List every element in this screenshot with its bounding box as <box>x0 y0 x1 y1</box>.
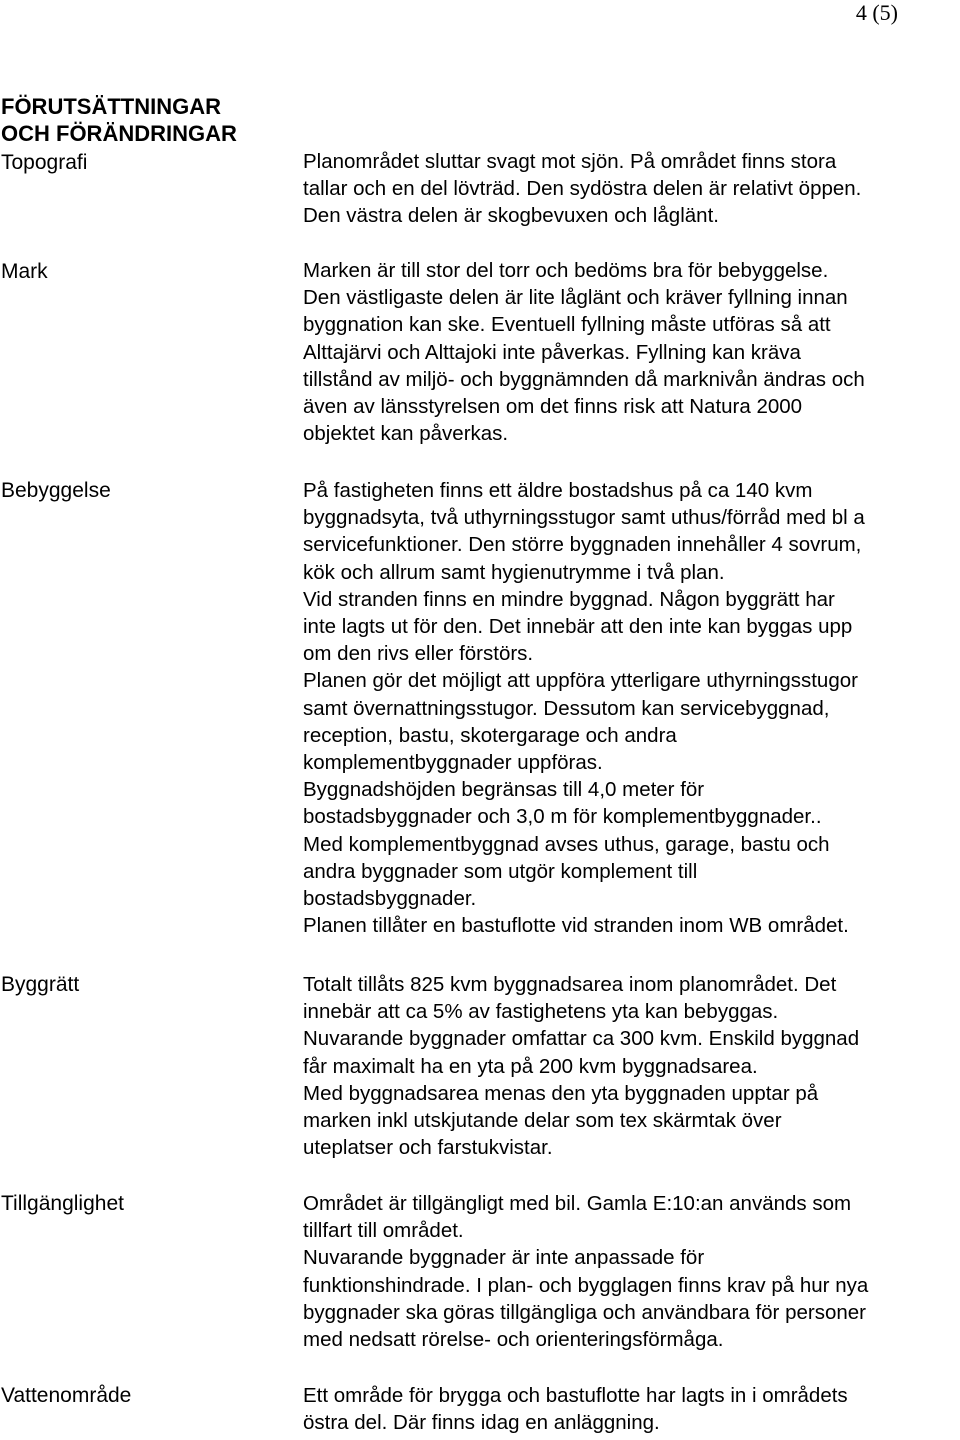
label-tillganglighet: Tillgänglighet <box>1 1192 124 1215</box>
text-line: bostadsbyggnader och 3,0 m för komplementbyggnader.. <box>303 805 822 829</box>
text-line: byggnader ska göras tillgängliga och användbara för personer <box>303 1300 866 1324</box>
text-line: östra del. Där finns idag en anläggning. <box>303 1411 660 1435</box>
heading-line: FÖRUTSÄTTNINGAR <box>1 94 221 119</box>
text-line: kök och allrum samt hygienutrymme i två plan. <box>303 560 725 584</box>
text-line: reception, bastu, skotergarage och andra <box>303 723 677 747</box>
label-byggratt: Byggrätt <box>1 973 80 996</box>
text-line: med nedsatt rörelse- och orienteringsförmåga. <box>303 1328 724 1352</box>
text-line: Ett område för brygga och bastuflotte har lagts in i områdets <box>303 1384 848 1407</box>
text-line: marken inkl utskjutande delar som tex skärmtak över <box>303 1109 782 1133</box>
page-number: 4 (5) <box>855 0 898 25</box>
label-mark: Mark <box>1 260 48 283</box>
text-line: inte lagts ut för den. Det innebär att den inte kan byggas upp <box>303 615 853 639</box>
text-line: komplementbyggnader uppföras. <box>303 751 603 775</box>
label-bebyggelse: Bebyggelse <box>1 479 111 502</box>
text-line: Med komplementbyggnad avses uthus, garage, bastu och <box>303 832 830 856</box>
text-line: uteplatser och farstukvistar. <box>303 1136 553 1160</box>
text-line: Den västligaste delen är lite låglänt och kräver fyllning innan <box>303 286 848 310</box>
label-topografi: Topografi <box>1 151 88 174</box>
text-line: Den västra delen är skogbevuxen och låglänt. <box>303 204 719 228</box>
text-line: Marken är till stor del torr och bedöms bra för bebyggelse. <box>303 259 829 282</box>
text-line: Planområdet sluttar svagt mot sjön. På området finns stora <box>303 150 837 173</box>
label-vattenomrade: Vattenområde <box>1 1384 132 1407</box>
text-line: På fastigheten finns ett äldre bostadshus på ca 140 kvm <box>303 479 813 502</box>
text-line: servicefunktioner. Den större byggnaden innehåller 4 sovrum, <box>303 533 862 557</box>
text-line: tillfart till området. <box>303 1219 464 1243</box>
text-line: Med byggnadsarea menas den yta byggnaden upptar på <box>303 1081 819 1105</box>
text-byggratt <box>303 971 955 1161</box>
text-bebyggelse <box>303 477 955 939</box>
text-line: tallar och en del lövträd. Den sydöstra delen är relativt öppen. <box>303 177 862 201</box>
text-line: innebär att ca 5% av fastighetens yta kan bebyggas. <box>303 1000 779 1024</box>
text-line: andra byggnader som utgör komplement till <box>303 859 698 883</box>
text-tillganglighet <box>303 1190 955 1353</box>
text-line: samt övernattningsstugor. Dessutom kan servicebyggnad, <box>303 696 830 720</box>
text-vattenomrade <box>303 1382 955 1436</box>
text-line: om den rivs eller förstörs. <box>303 642 534 666</box>
text-mark <box>303 257 955 447</box>
text-line: Totalt tillåts 825 kvm byggnadsarea inom planområdet. Det <box>303 973 837 996</box>
text-line: Planen tillåter en bastuflotte vid stranden inom WB området. <box>303 914 849 938</box>
text-line: funktionshindrade. I plan- och bygglagen finns krav på hur nya <box>303 1273 869 1297</box>
text-line: tillstånd av miljö- och byggnämnden då marknivån ändras och <box>303 367 865 391</box>
text-line: Nuvarande byggnader är inte anpassade för <box>303 1246 705 1270</box>
text-line: Nuvarande byggnader omfattar ca 300 kvm. Enskild byggnad <box>303 1027 860 1051</box>
text-line: Byggnadshöjden begränsas till 4,0 meter för <box>303 778 705 802</box>
text-topografi <box>303 148 955 230</box>
heading-line: OCH FÖRÄNDRINGAR <box>1 121 237 146</box>
text-line: Vid stranden finns en mindre byggnad. Någon byggrätt har <box>303 587 835 611</box>
text-line: byggnation kan ske. Eventuell fyllning måste utföras så att <box>303 313 831 337</box>
text-line: objektet kan påverkas. <box>303 422 509 446</box>
text-line: Området är tillgängligt med bil. Gamla E:10:an används som <box>303 1192 852 1215</box>
text-line: byggnadsyta, två uthyrningsstugor samt uthus/förråd med bl a <box>303 506 865 530</box>
text-line: även av länsstyrelsen om det finns risk att Natura 2000 <box>303 395 803 419</box>
text-line: får maximalt ha en yta på 200 kvm byggnadsarea. <box>303 1054 758 1078</box>
text-line: Alttajärvi och Alttajoki inte påverkas. Fyllning kan kräva <box>303 340 801 364</box>
text-line: Planen gör det möjligt att uppföra ytterligare uthyrningsstugor <box>303 669 858 693</box>
section-heading <box>1 93 237 147</box>
text-line: bostadsbyggnader. <box>303 887 477 911</box>
